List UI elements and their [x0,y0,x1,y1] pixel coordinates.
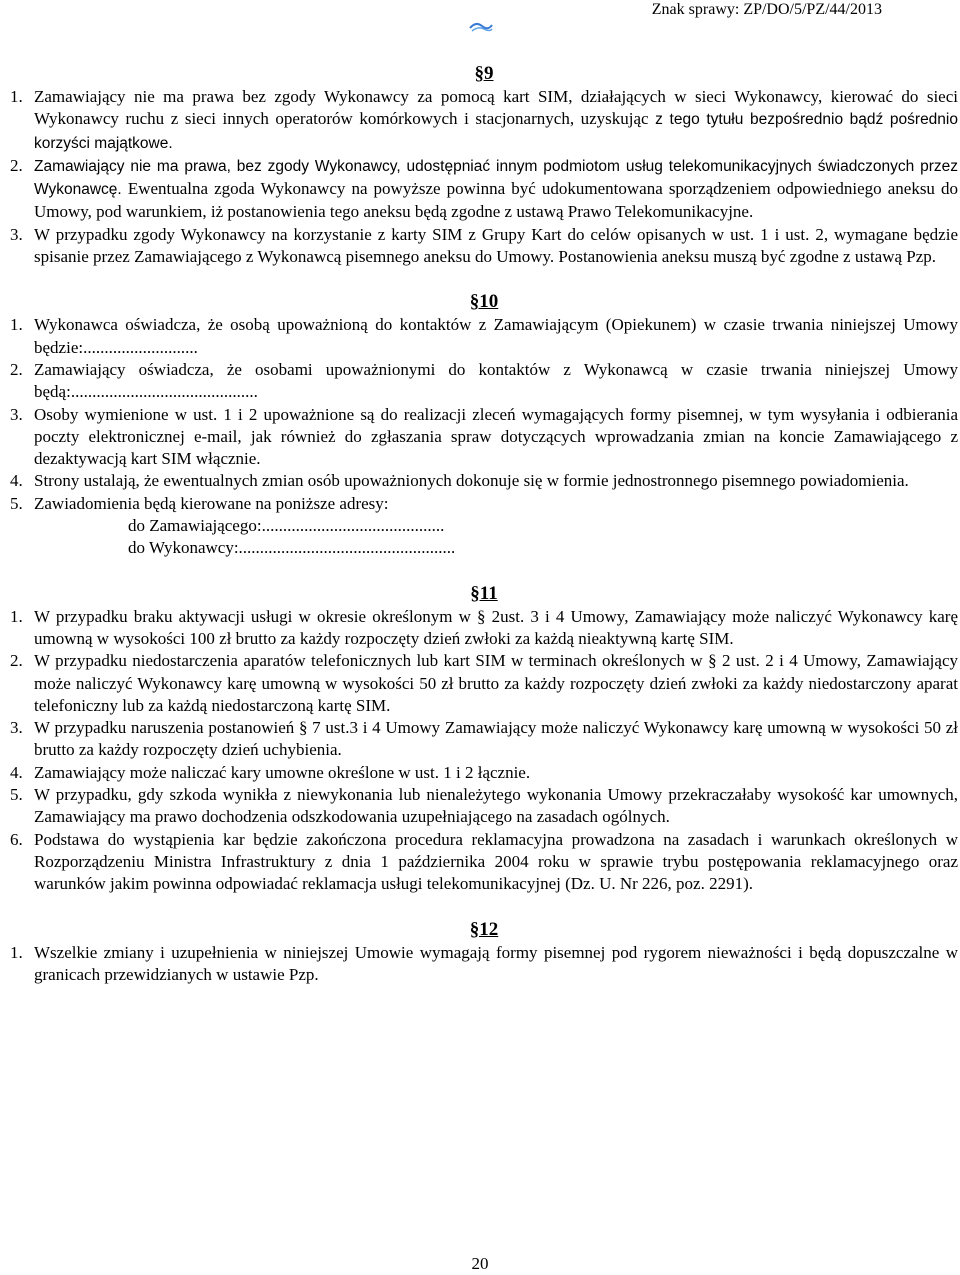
clause-number: 3. [10,718,23,738]
clause-text: Podstawa do wystąpienia kar będzie zakończona procedura reklamacyjna prowadzona na zasadach i warunkach określonych w Rozporządzeniu Ministra Infrastruktury z dnia 1 października 2004 roku w sprawie trybu postępowania reklamacyjnego oraz warunków jakim powinna odpowiadać reklamacja usługi telekomunikacyjnej (Dz. U. Nr 226, poz. 2291). [34,829,958,894]
clause-text-continued: z tego tytułu bezpośrednio bądź pośrednio korzyści majątkowe. [34,111,958,152]
clause-9-2 [10,155,958,224]
clause-9-3 [10,224,958,269]
clause-text: W przypadku braku aktywacji usługi w okresie określonym w § 2ust. 3 i 4 Umowy, Zamawiający może naliczyć Wykonawcy karę umowną w wysokości 100 zł brutto za każdy rozpoczęty dzień zwłoki za każdą nieaktywną kartę SIM. [34,606,958,648]
clause-number: 2. [10,651,23,671]
clause-10-2 [10,359,958,404]
clause-number: 2. [10,155,23,175]
clause-text: W przypadku zgody Wykonawcy na korzystanie z karty SIM z Grupy Kart do celów opisanych w ust. 1 i ust. 2, wymagane będzie spisanie przez Zamawiającego z Wykonawcą pisemnego aneksu do Umowy. Postanowienia aneksu muszą być zgodne z ustawą Pzp. [34,224,958,267]
clause-number: 3. [10,404,23,424]
clause-10-1 [10,314,958,359]
clause-number: 1. [10,606,23,626]
spacer [10,896,958,918]
page-number: 20 [471,1254,489,1273]
section-title-9: §9 [474,63,494,84]
blue-wave-logo-icon [468,20,494,34]
clause-11-6 [10,829,958,896]
clause-text: Zamawiający może naliczać kary umowne określone w ust. 1 i 2 łącznie. [34,762,531,782]
clause-text: Zamawiający nie ma prawa, bez zgody Wykonawcy, udostępniać innym podmiotom usług telekomunikacyjnych świadczonych przez Wykonawcę. [34,157,958,199]
section-title-10: §10 [469,291,499,313]
clause-text: Osoby wymienione w ust. 1 i 2 upoważnione są do realizacji zleceń wymagających formy pisemnej, w tym wysyłania i odbierania poczty elektronicznej e-mail, jak również do zgłaszania spraw dotyczących wprowadzania zmian na koncie Zamawiającego z dezaktywacją kart SIM włącznie. [34,404,958,469]
address-zamawiajacy: do Zamawiającego:........................................... [128,516,445,536]
clause-number: 5. [10,785,23,805]
clause-number: 1. [10,87,23,106]
case-reference: Znak sprawy: ZP/DO/5/PZ/44/2013 [651,1,882,18]
clause-10-4 [10,470,958,492]
clause-text: W przypadku naruszenia postanowień § 7 ust.3 i 4 Umowy Zamawiający może naliczyć Wykonawcy karę umowną w wysokości 50 zł brutto za każdy rozpoczęty dzień uchybienia. [34,718,958,760]
clause-11-4 [10,762,958,784]
clause-number: 2. [10,359,23,379]
clause-11-1 [10,606,958,651]
clause-10-5 [10,493,958,515]
clause-text: Zamawiający nie ma prawa bez zgody Wykonawcy za pomocą kart SIM, działających w sieci Wykonawcy, kierować do sieci Wykonawcy ruchu z sieci innych operatorów komórkowych i stacjonarnych, uzyskując [34,87,958,129]
clause-10-3 [10,404,958,471]
clause-number: 1. [10,315,23,335]
clause-12-1 [10,942,958,987]
clause-text: W przypadku, gdy szkoda wynikła z niewykonania lub nienależytego wykonania Umowy przekraczałaby wysokość kar umownych, Zamawiający ma prawo dochodzenia odszkodowania uzupełniającego na zasadach ogólnych. [34,785,958,827]
clause-text: Zawiadomienia będą kierowane na poniższe adresy: [34,493,389,513]
clause-9-1 [10,86,958,155]
clause-text: Strony ustalają, że ewentualnych zmian osób upoważnionych dokonuje się w formie jednostronnego pisemnego powiadomienia. [34,471,909,491]
section-title-11: §11 [470,582,498,604]
clause-number: 6. [10,829,23,849]
clause-text: Zamawiający oświadcza, że osobami upoważnionymi do kontaktów z Wykonawcą w czasie trwania niniejszej Umowy będą:............................................ [34,359,958,402]
clause-11-5 [10,784,958,829]
clause-text: Wszelkie zmiany i uzupełnienia w niniejszej Umowie wymagają formy pisemnej pod rygorem nieważności i będą dopuszczalne w granicach przewidzianych w ustawie Pzp. [34,942,958,984]
address-wykonawca: do Wykonawcy:................................................... [128,538,456,558]
clause-number: 5. [10,493,23,513]
clause-text: W przypadku niedostarczenia aparatów telefonicznych lub kart SIM w terminach określonych w § 2 ust. 2 i 4 Umowy, Zamawiający może naliczyć Wykonawcy karę umowną w wysokości 50 zł brutto za każdy rozpoczęty dzień zwłoki za każdy niedostarczony aparat telefoniczny lub za każdą niedostarczoną kartę SIM. [34,651,958,715]
clause-text: Wykonawca oświadcza, że osobą upoważnioną do kontaktów z Zamawiającym (Opiekunem) w czasie trwania niniejszej Umowy będzie:........................... [34,315,958,357]
clause-number: 3. [10,224,23,244]
section-title-12: §12 [469,918,499,940]
spacer [10,560,958,582]
clause-number: 1. [10,942,23,962]
spacer [10,268,958,290]
clause-11-2 [10,650,958,717]
document-body [10,62,958,986]
clause-number: 4. [10,471,23,491]
clause-number: 4. [10,762,23,782]
clause-text-continued: Ewentualna zgoda Wykonawcy na powyższe powinna być udokumentowana sporządzeniem odpowiedniego aneksu do Umowy, pod warunkiem, iż postanowienia tego aneksu będą zgodne z ustawą Prawo Telekomunikacyjne. [34,179,959,222]
clause-11-3 [10,717,958,762]
